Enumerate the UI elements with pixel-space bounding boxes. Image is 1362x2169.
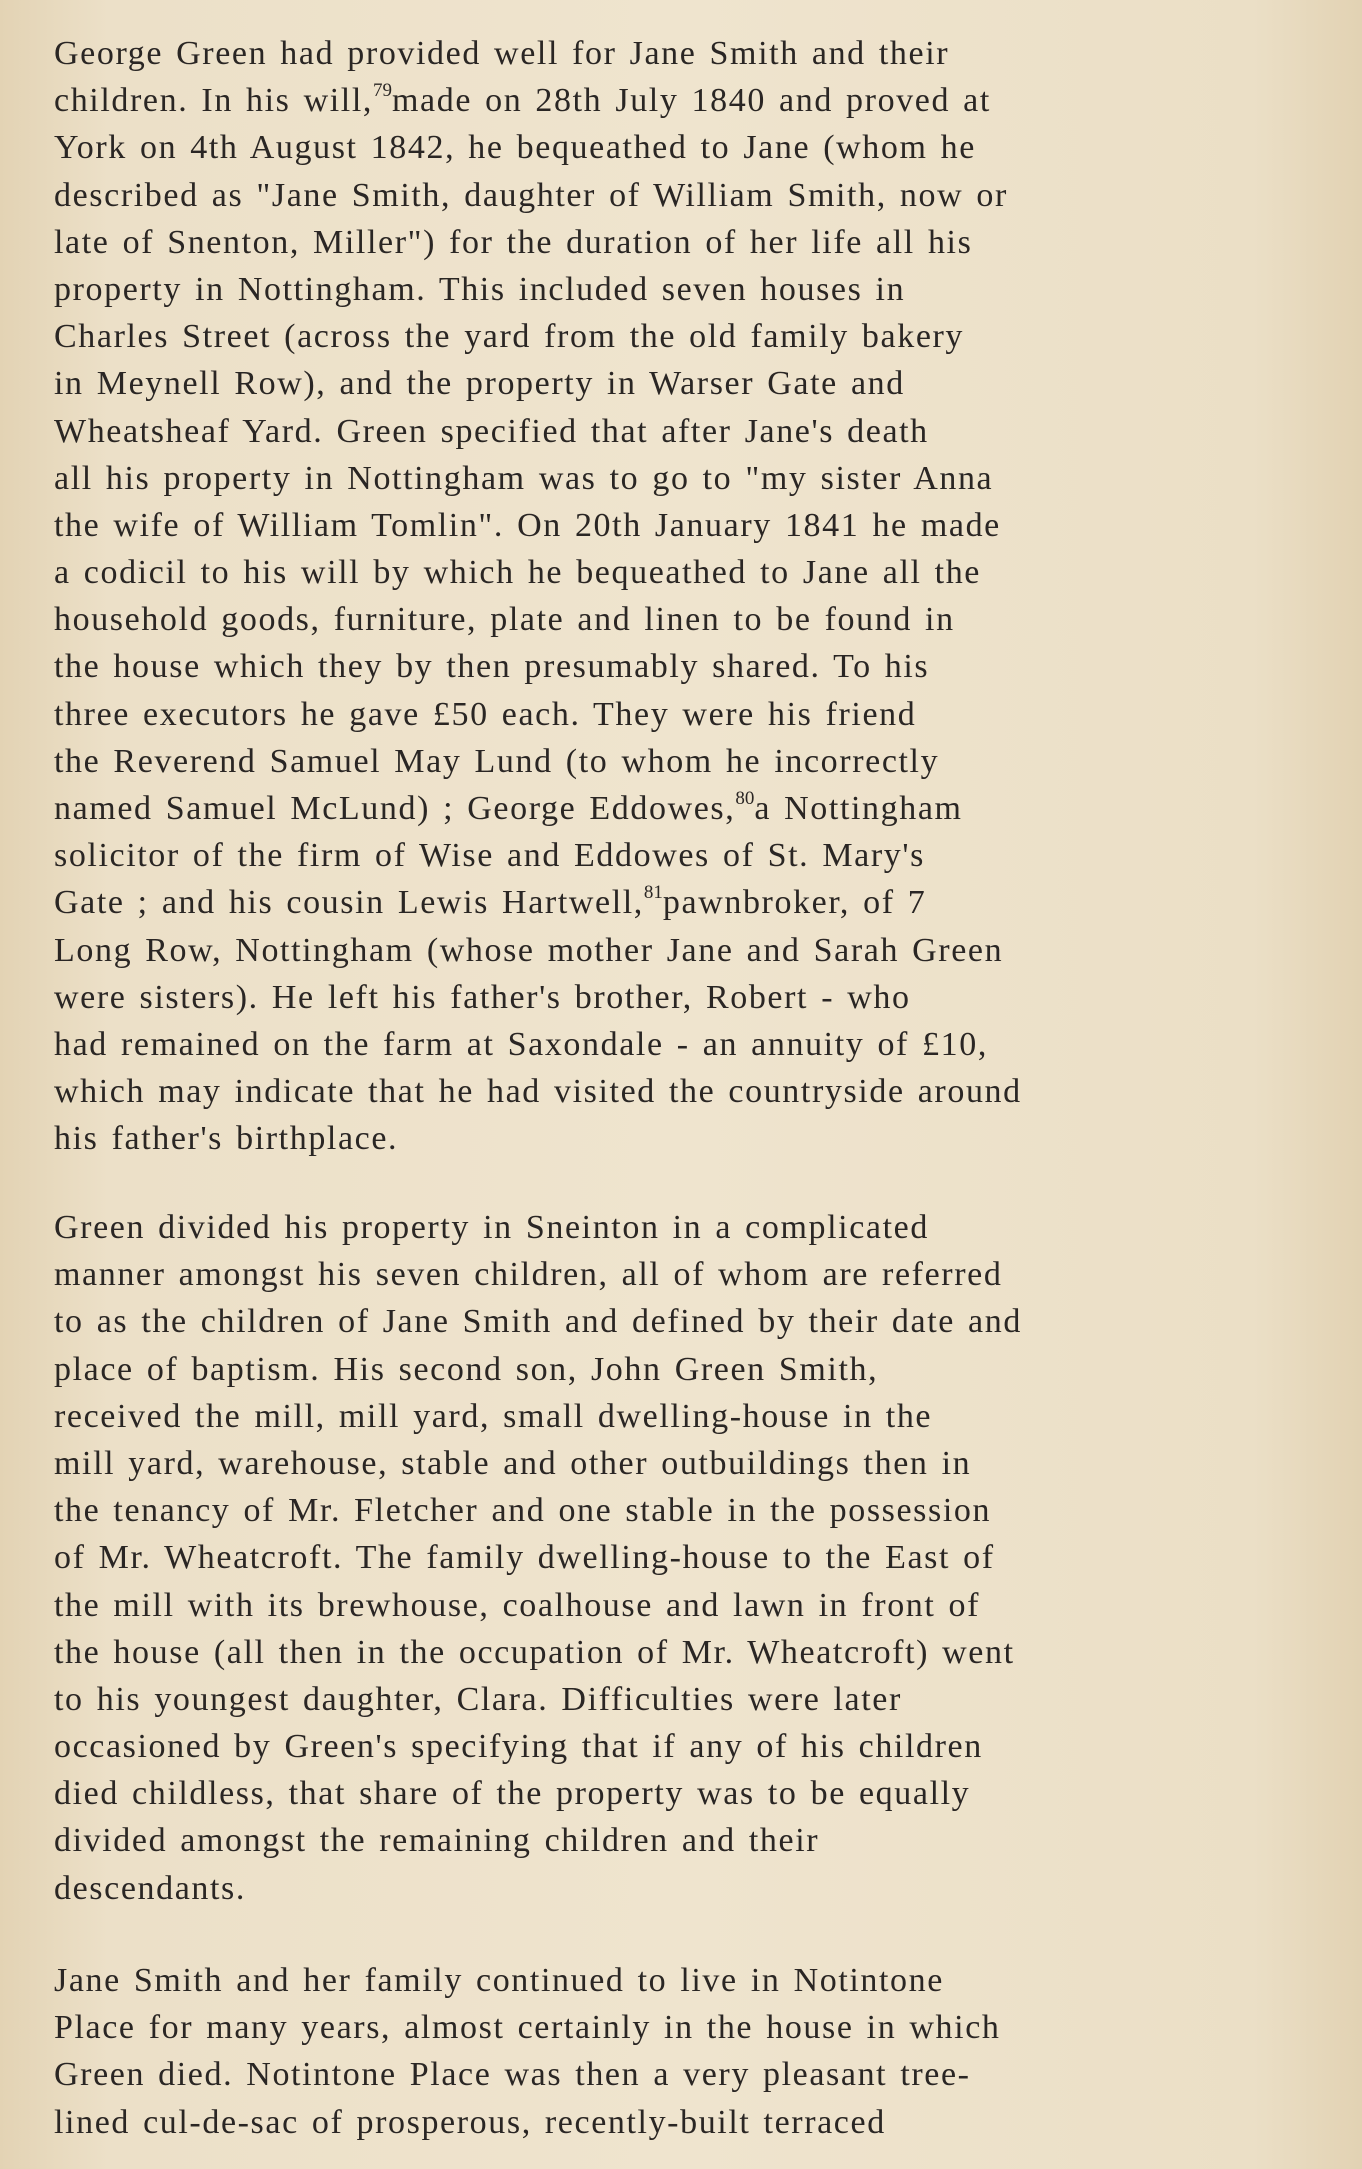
text-line: had remained on the farm at Saxondale - an annuity of £10,	[54, 1025, 988, 1063]
text-line: Wheatsheaf Yard. Green specified that after Jane's death	[54, 412, 929, 450]
text-line: Green died. Notintone Place was then a very pleasant tree-	[54, 2056, 971, 2094]
text-line-with-footnote	[54, 77, 1344, 124]
text-line: died childless, that share of the property was to be equally	[54, 1775, 971, 1813]
footnote-ref-81: 81	[643, 882, 663, 904]
text-segment: made on 28th July 1840 and proved at	[392, 82, 991, 120]
text-line-with-footnote	[54, 879, 1344, 926]
text-line: the house (all then in the occupation of Mr. Wheatcroft) went	[54, 1633, 1015, 1671]
text-line: lined cul-de-sac of prosperous, recently-built terraced	[54, 2103, 886, 2141]
text-line: George Green had provided well for Jane Smith and their	[54, 35, 950, 72]
text-line: York on 4th August 1842, he bequeathed to Jane (whom he	[54, 129, 976, 167]
footnote-ref-79: 79	[373, 80, 392, 102]
text-line: to as the children of Jane Smith and defined by their date and	[54, 1303, 1022, 1341]
text-line: Place for many years, almost certainly in the house in which	[54, 2009, 1001, 2047]
text-line: in Meynell Row), and the property in Warser Gate and	[54, 365, 905, 403]
footnote-ref-80: 80	[735, 788, 755, 809]
text-line: a codicil to his will by which he bequeathed to Jane all the	[54, 554, 981, 592]
text-line: solicitor of the firm of Wise and Eddowes of St. Mary's	[54, 837, 925, 875]
text-line: manner amongst his seven children, all of whom are referred	[54, 1256, 1003, 1294]
paragraph-3	[54, 1957, 1344, 2146]
text-segment: a Nottingham	[754, 790, 963, 827]
text-line: late of Snenton, Miller") for the duration of her life all his	[54, 223, 973, 261]
text-line: described as "Jane Smith, daughter of William Smith, now or	[54, 176, 1008, 214]
text-line: Green divided his property in Sneinton in a complicated	[54, 1209, 929, 1246]
text-segment: named Samuel McLund) ; George Eddowes,	[54, 790, 736, 827]
text-line-with-footnote	[54, 785, 1344, 832]
text-line: place of baptism. His second son, John Green Smith,	[54, 1350, 879, 1388]
text-line: of Mr. Wheatcroft. The family dwelling-house to the East of	[54, 1539, 995, 1577]
text-line: household goods, furniture, plate and linen to be found in	[54, 601, 955, 639]
text-line: Jane Smith and her family continued to live in Notintone	[54, 1962, 944, 1999]
text-line: which may indicate that he had visited the countryside around	[54, 1073, 1022, 1111]
text-line: property in Nottingham. This included seven houses in	[54, 270, 906, 308]
text-line: descendants.	[54, 1869, 246, 1907]
text-line: his father's birthplace.	[54, 1120, 399, 1158]
text-line: Long Row, Nottingham (whose mother Jane and Sarah Green	[54, 931, 1004, 969]
text-line: three executors he gave £50 each. They were his friend	[54, 695, 917, 733]
text-line: were sisters). He left his father's brother, Robert - who	[54, 978, 911, 1016]
text-line: all his property in Nottingham was to go to "my sister Anna	[54, 459, 994, 497]
text-line: the house which they by then presumably shared. To his	[54, 648, 930, 686]
text-line: occasioned by Green's specifying that if any of his children	[54, 1728, 983, 1766]
paragraph-2	[54, 1204, 1344, 1912]
text-segment: children. In his will,	[54, 82, 373, 120]
paragraph-1	[54, 30, 1344, 1163]
text-line: the Reverend Samuel May Lund (to whom he incorrectly	[54, 742, 940, 780]
text-line: received the mill, mill yard, small dwelling-house in the	[54, 1397, 933, 1435]
text-line: divided amongst the remaining children and their	[54, 1822, 820, 1860]
text-line: the wife of William Tomlin". On 20th January 1841 he made	[54, 506, 1001, 544]
text-segment: Gate ; and his cousin Lewis Hartwell,	[54, 884, 644, 922]
text-segment: pawnbroker, of 7	[662, 884, 927, 922]
text-line: Charles Street (across the yard from the old family bakery	[54, 318, 965, 356]
text-line: to his youngest daughter, Clara. Difficulties were later	[54, 1680, 902, 1718]
text-line: the mill with its brewhouse, coalhouse and lawn in front of	[54, 1586, 981, 1624]
text-line: mill yard, warehouse, stable and other outbuildings then in	[54, 1444, 972, 1482]
text-line: the tenancy of Mr. Fletcher and one stable in the possession	[54, 1492, 992, 1530]
